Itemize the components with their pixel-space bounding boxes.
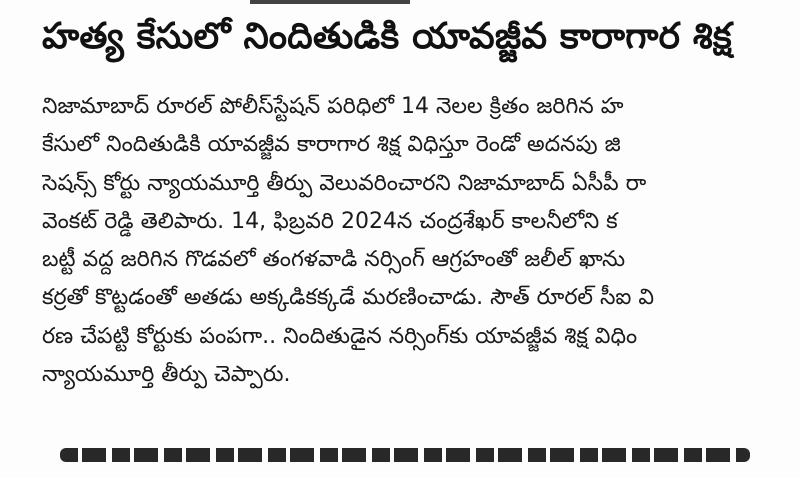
article-line: సెషన్స్ కోర్టు న్యాయమూర్తి తీర్పు వెలువరించారని నిజామాబాద్ ఏసీపీ రా	[42, 170, 647, 196]
article-line: న్యాయమూర్తి తీర్పు చెప్పారు.	[42, 362, 291, 388]
article-line: కర్రతో కొట్టడంతో అతడు అక్కడికక్కడే మరణించాడు. సౌత్ రూరల్ సీఐ వి	[42, 285, 655, 311]
cut-off-headline-fragment	[60, 448, 750, 462]
article-line: నిజామాబాద్ రూరల్ పోలీస్‌స్టేషన్ పరిధిలో 14 నెలల క్రితం జరిగిన హ	[42, 94, 624, 119]
article-line: బట్టీ వద్ద జరిగిన గొడవలో తంగళవాడి నర్సింగ్ ఆగ్రహంతో జలీల్ ఖాను	[42, 247, 626, 273]
article-line: వెంకట్ రెడ్డి తెలిపారు. 14, ఫిబ్రవరి 2024న చంద్రశేఖర్ కాలనీలోని క	[42, 208, 618, 234]
article-headline: హత్య కేసులో నిందితుడికి యావజ్జీవ కారాగార శిక్ష	[42, 16, 732, 57]
previous-article-cutoff	[250, 0, 410, 4]
article-line: రణ చేపట్టి కోర్టుకు పంపగా.. నిందితుడైన నర్సింగ్‌కు యావజ్జీవ శిక్ష విధిం	[42, 323, 638, 349]
article-body	[42, 88, 800, 394]
next-headline-cutoff	[40, 440, 800, 478]
article-line: కేసులో నిందితుడికి యావజ్జీవ కారాగార శిక్ష విధిస్తూ రెండో అదనపు జి	[42, 132, 621, 158]
